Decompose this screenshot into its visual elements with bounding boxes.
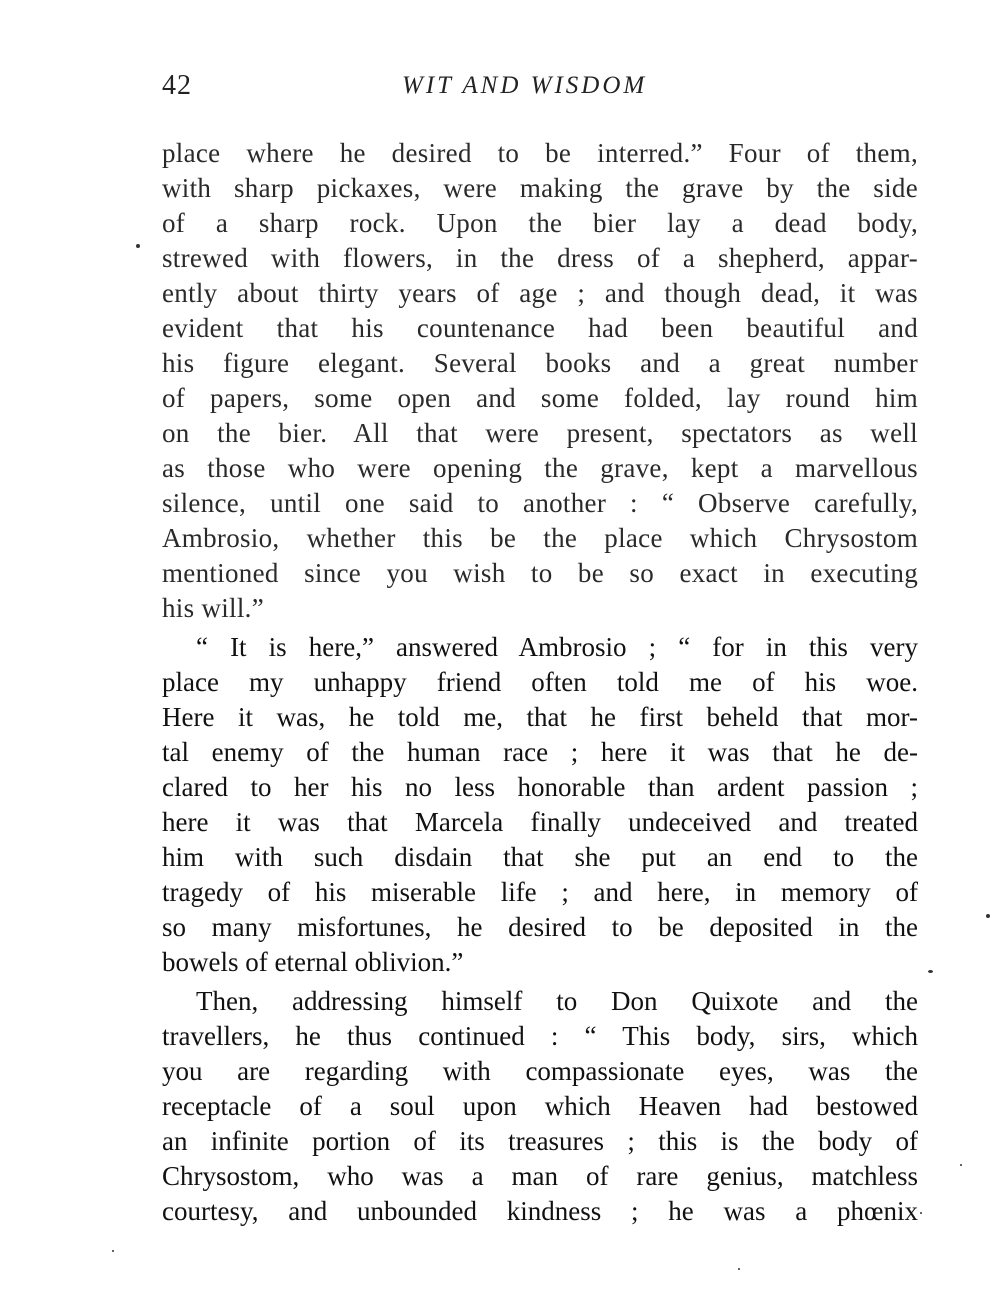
scan-speck [136,244,140,248]
text-line: tragedy of his miserable life ; and here, in memory of [162,877,918,907]
page-header [162,70,918,110]
text-line: as those who were opening the grave, kept a marvellous [162,453,918,483]
scan-speck [986,914,990,918]
text-line: Ambrosio, whether this be the place which Chrysostom [162,523,918,553]
text-line: place where he desired to be interred.” Four of them, [162,138,918,168]
body-text [162,136,918,1229]
text-line: tal enemy of the human race ; here it was that he de- [162,737,918,767]
scan-speck [960,1164,962,1166]
scan-speck [928,970,933,973]
text-line: travellers, he thus continued : “ This body, sirs, which [162,1021,918,1051]
text-line: courtesy, and unbounded kindness ; he was a phœnix [162,1196,918,1226]
text-line: ently about thirty years of age ; and though dead, it was [162,278,918,308]
scan-speck [738,1268,740,1270]
running-title: WIT AND WISDOM [402,72,648,99]
text-line: Chrysostom, who was a man of rare genius, matchless [162,1161,918,1191]
page-number: 42 [162,70,192,101]
scan-speck [920,1212,922,1214]
text-line: strewed with flowers, in the dress of a shepherd, appar- [162,243,918,273]
text-line: silence, until one said to another : “ Observe carefully, [162,488,918,518]
text-line: his will.” [162,593,264,623]
text-line: of papers, some open and some folded, lay round him [162,383,918,413]
paragraph-3 [162,984,918,1229]
text-line: on the bier. All that were present, spectators as well [162,418,918,448]
text-line: an infinite portion of its treasures ; this is the body of [162,1126,918,1156]
text-line: his figure elegant. Several books and a great number [162,348,918,378]
text-line: mentioned since you wish to be so exact in executing [162,558,918,588]
text-line: evident that his countenance had been beautiful and [162,313,918,343]
text-line: of a sharp rock. Upon the bier lay a dead body, [162,208,918,238]
text-line: here it was that Marcela finally undeceived and treated [162,807,918,837]
scan-speck [112,1250,114,1252]
paragraph-2 [162,630,918,980]
text-line: bowels of eternal oblivion.” [162,947,464,977]
text-line: so many misfortunes, he desired to be deposited in the [162,912,918,942]
text-line: receptacle of a soul upon which Heaven had bestowed [162,1091,918,1121]
text-line: Here it was, he told me, that he first beheld that mor- [162,702,918,732]
text-line: place my unhappy friend often told me of his woe. [162,667,918,697]
text-line: him with such disdain that she put an end to the [162,842,918,872]
text-line: you are regarding with compassionate eyes, was the [162,1056,918,1086]
text-line: clared to her his no less honorable than ardent passion ; [162,772,918,802]
text-line: with sharp pickaxes, were making the grave by the side [162,173,918,203]
text-line: Then, addressing himself to Don Quixote and the [196,986,918,1016]
paragraph-1 [162,136,918,626]
text-line: “ It is here,” answered Ambrosio ; “ for in this very [196,632,918,662]
